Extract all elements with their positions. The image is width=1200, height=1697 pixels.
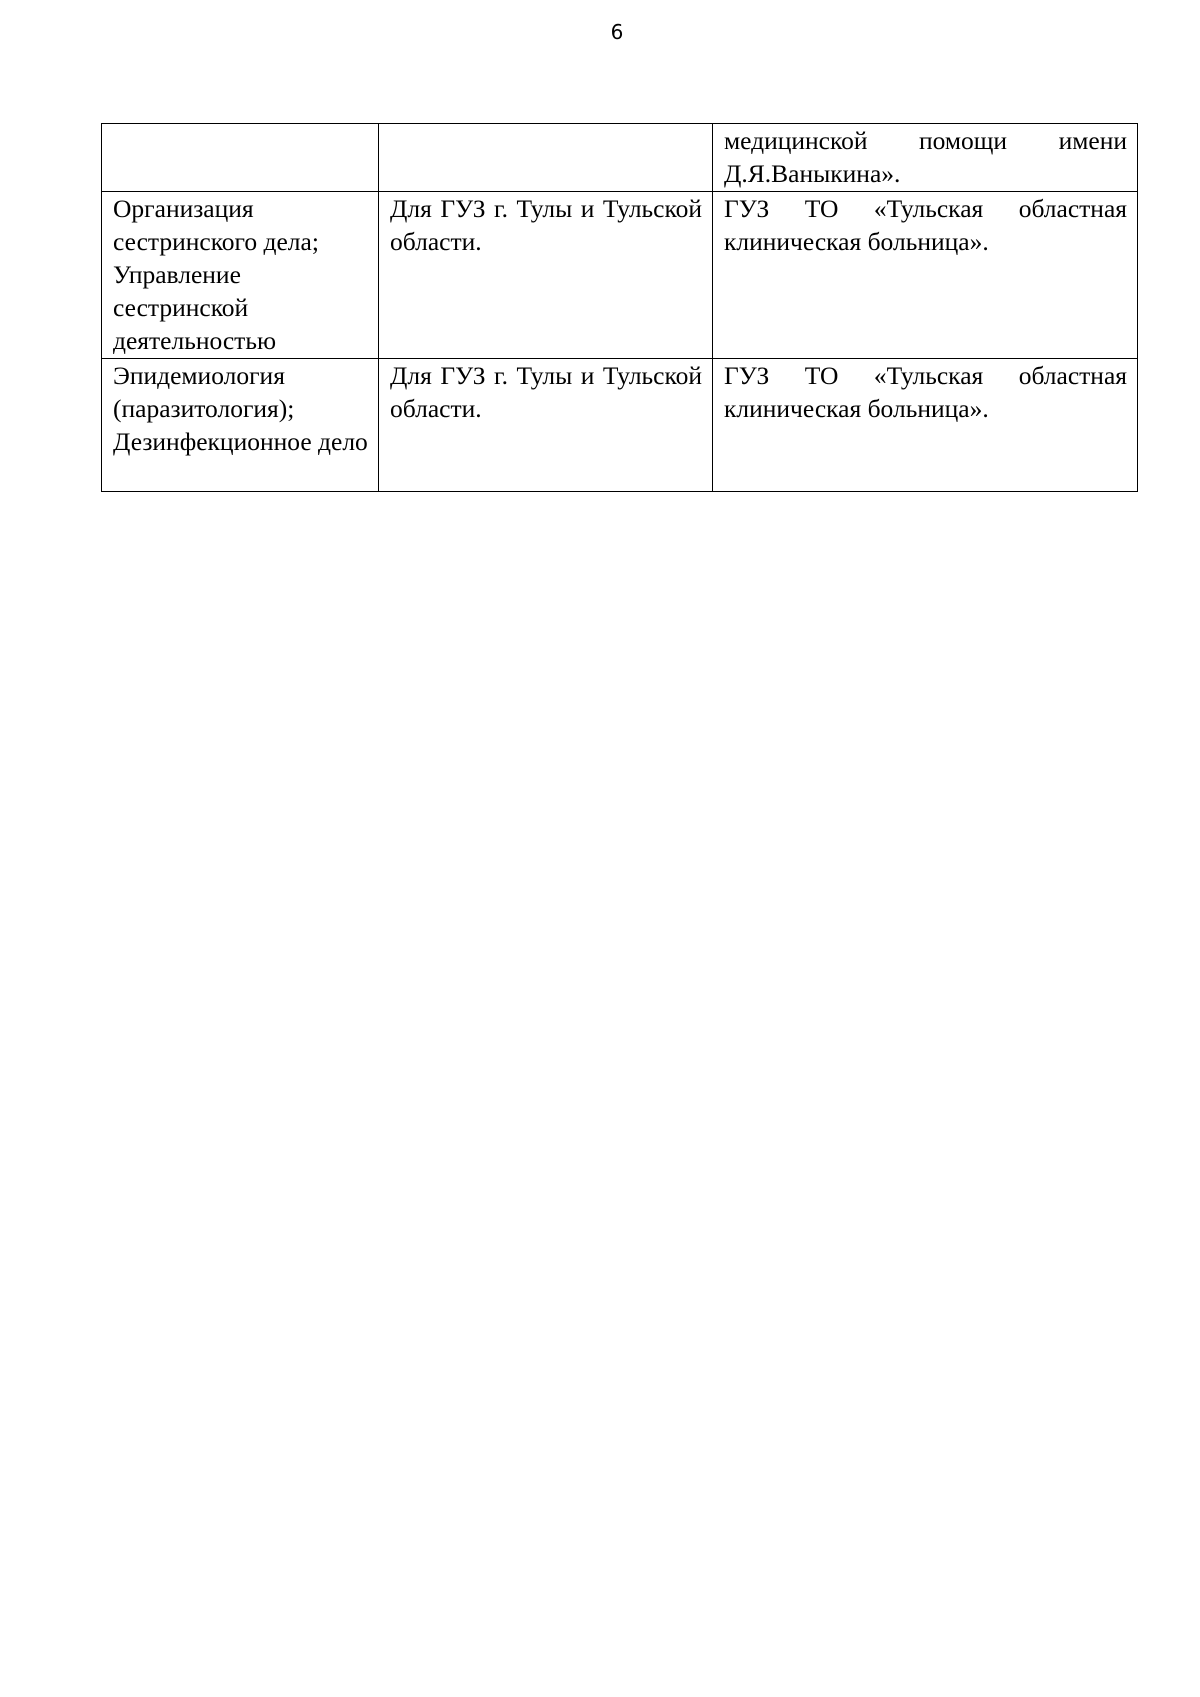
- table-cell-specialty: [102, 124, 379, 192]
- table-row: [102, 192, 1138, 359]
- table-cell-institution: медицинской помощи имени Д.Я.Ваныкина».: [713, 124, 1138, 192]
- table-cell-applicability: Для ГУЗ г. Тулы и Тульской области.: [379, 192, 713, 359]
- table-cell-applicability: Для ГУЗ г. Тулы и Тульской области.: [379, 359, 713, 492]
- document-table: [101, 123, 1138, 492]
- table-cell-institution: ГУЗ ТО «Тульская областная клиническая больница».: [713, 192, 1138, 359]
- table-cell-institution: ГУЗ ТО «Тульская областная клиническая больница».: [713, 359, 1138, 492]
- table-cell-specialty: Организация сестринского дела; Управление сестринской деятельностью: [102, 192, 379, 359]
- table-cell-applicability: [379, 124, 713, 192]
- page-number: 6: [610, 20, 624, 44]
- table-cell-specialty: Эпидемиология (паразитология); Дезинфекционное дело: [102, 359, 379, 492]
- table-row: [102, 124, 1138, 192]
- table-row: [102, 359, 1138, 492]
